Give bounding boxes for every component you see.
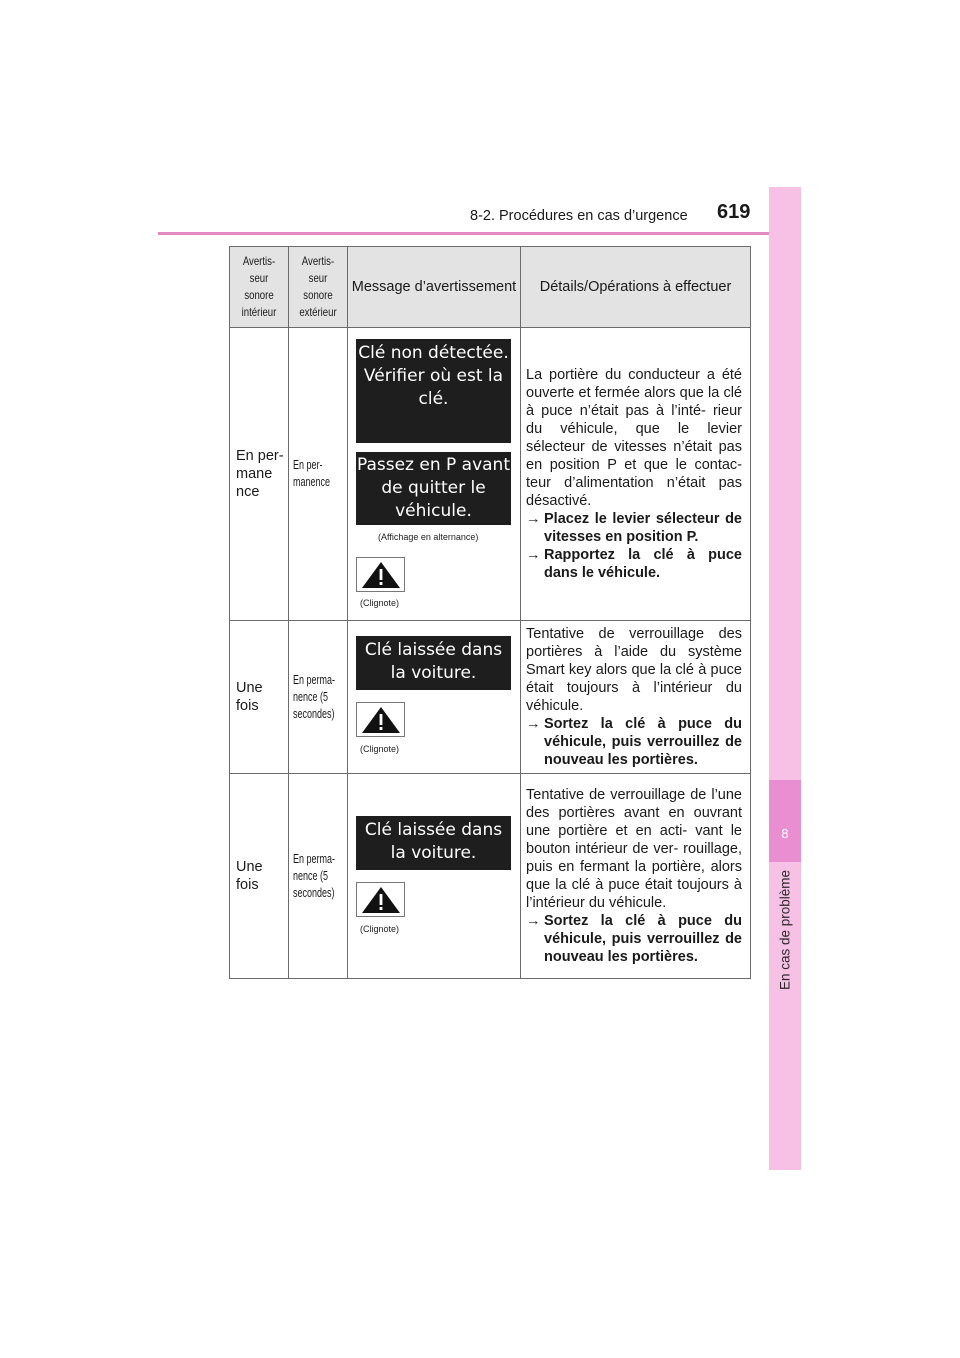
display-message: Clé non détectée. Vérifier où est la clé. <box>356 339 511 443</box>
header-rule <box>158 232 800 235</box>
blink-caption: (Clignote) <box>360 924 400 934</box>
warning-triangle-icon <box>356 557 405 592</box>
blink-caption: (Clignote) <box>360 598 400 608</box>
chapter-number: 8 <box>781 826 789 841</box>
header-interior-buzzer: Avertis- seur sonore intérieur <box>230 247 289 328</box>
warning-triangle-icon <box>361 561 401 589</box>
warning-triangle-icon <box>361 706 401 734</box>
interior-buzzer-cell: Une fois <box>230 621 289 774</box>
details-cell <box>521 328 751 621</box>
table-header-row <box>230 247 751 328</box>
action-item: → Rapportez la clé à puce dans le véhicule. <box>526 547 742 581</box>
table-row <box>230 621 751 774</box>
display-message: Passez en P avant de quitter le véhicule. <box>356 452 511 525</box>
header-details: Détails/Opérations à effectuer <box>521 247 751 328</box>
header-exterior-buzzer: Avertis- seur sonore extérieur <box>289 247 348 328</box>
chapter-side-tab <box>769 187 801 1170</box>
exterior-buzzer-cell: En perma- nence (5 secondes) <box>289 621 348 774</box>
blink-caption: (Clignote) <box>360 744 400 754</box>
warning-triangle-icon <box>361 886 401 914</box>
alternate-caption: (Affichage en alternance) <box>378 532 479 542</box>
message-cell <box>348 774 521 979</box>
display-message: Clé laissée dans la voiture. <box>356 636 511 690</box>
detail-text: Tentative de verrouillage des portières à l’aide du système Smart key alors que la clé à puce était toujours à l’intérieur du véhicule. <box>526 626 742 714</box>
details-cell <box>521 774 751 979</box>
message-cell <box>348 328 521 621</box>
page-number: 619 <box>717 201 751 223</box>
warning-triangle-icon <box>356 882 405 917</box>
exterior-buzzer-cell: En per- manence <box>289 328 348 621</box>
action-item: → Sortez la clé à puce du véhicule, puis verrouillez de nouveau les portières. <box>526 716 742 768</box>
action-item: → Placez le levier sélecteur de vitesses en position P. <box>526 511 742 545</box>
warning-triangle-icon <box>356 702 405 737</box>
chapter-number-block <box>769 780 801 862</box>
detail-text: La portière du conducteur a été ouverte et fermée alors que la clé à puce n’était pas à l’inté- rieur du véhicule, que le levier sélecteur de vitesses n’était pas en position P et que le contac- teur d’alimentation n’était pas désactivé. <box>526 367 742 509</box>
interior-buzzer-cell: Une fois <box>230 774 289 979</box>
interior-buzzer-cell: En per- mane nce <box>230 328 289 621</box>
action-item: → Sortez la clé à puce du véhicule, puis verrouillez de nouveau les portières. <box>526 913 742 965</box>
table-row <box>230 774 751 979</box>
details-cell <box>521 621 751 774</box>
detail-text: Tentative de verrouillage de l’une des portières avant en ouvrant une portière et en acti- vant le bouton intérieur de ver- rouillage, puis en fermant la portière, alors que la clé à puce était toujours à l’intérieur du véhicule. <box>526 787 742 911</box>
warning-table <box>229 246 751 979</box>
section-title: 8-2. Procédures en cas d’urgence <box>470 208 688 224</box>
exterior-buzzer-cell: En perma- nence (5 secondes) <box>289 774 348 979</box>
display-message: Clé laissée dans la voiture. <box>356 816 511 870</box>
message-cell <box>348 621 521 774</box>
table-row <box>230 328 751 621</box>
chapter-label: En cas de problème <box>777 869 793 991</box>
header-message: Message d’avertissement <box>348 247 521 328</box>
